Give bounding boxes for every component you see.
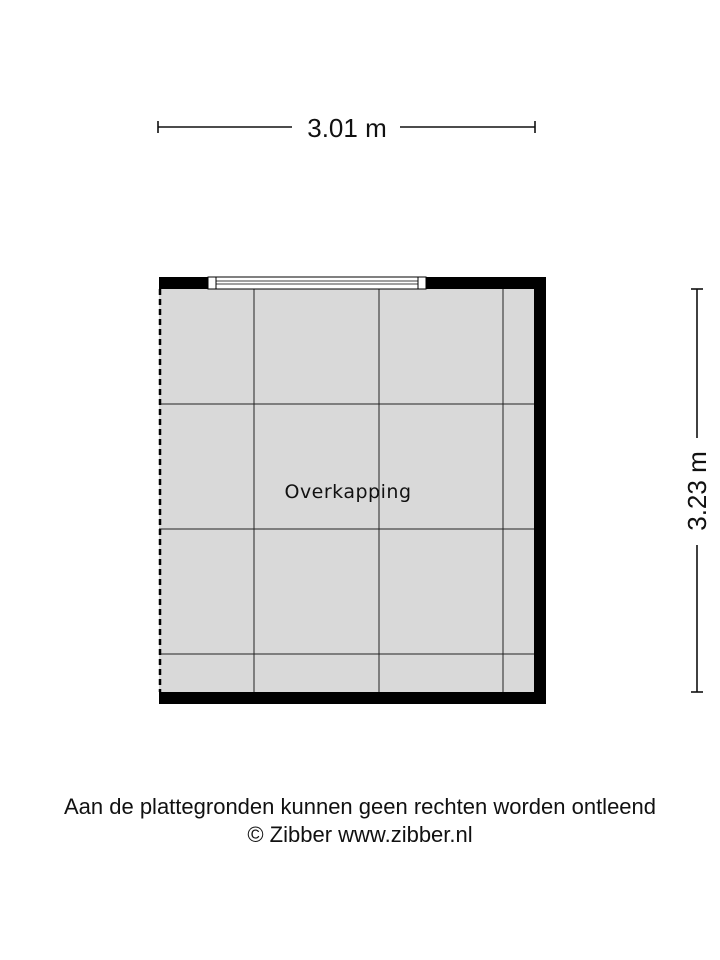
room-label: Overkapping	[284, 481, 412, 503]
top-wall-left	[159, 277, 208, 289]
height-dimension-label: 3.23 m	[682, 451, 712, 531]
width-dimension	[158, 113, 535, 143]
right-wall	[534, 277, 546, 704]
window-frame	[208, 277, 426, 289]
window	[208, 277, 426, 289]
window-post-right	[418, 277, 426, 289]
copyright-text: © Zibber www.zibber.nl	[247, 822, 473, 847]
window-post-left	[208, 277, 216, 289]
width-dimension-label: 3.01 m	[307, 113, 387, 143]
disclaimer-text: Aan de plattegronden kunnen geen rechten worden ontleend	[63, 794, 657, 819]
top-wall-right	[426, 277, 546, 289]
bottom-wall	[159, 692, 546, 704]
height-dimension	[682, 289, 712, 692]
